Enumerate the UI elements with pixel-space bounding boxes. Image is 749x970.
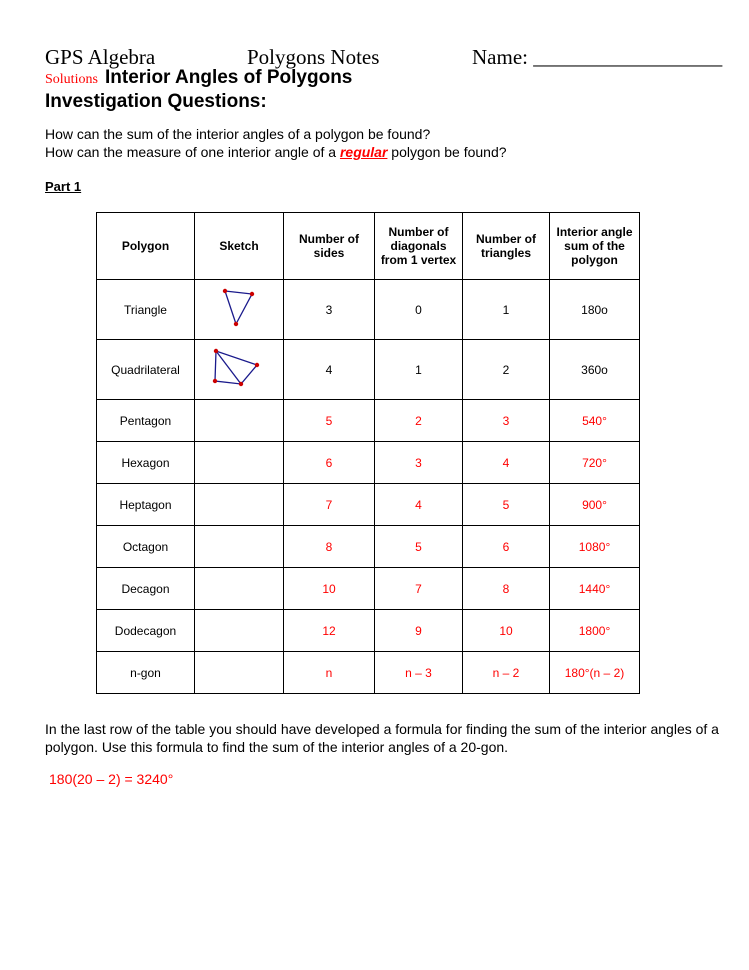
cell-sides: 12: [284, 610, 375, 652]
col-header-sketch: Sketch: [195, 213, 284, 280]
cell-angle-sum: 1440°: [550, 568, 640, 610]
course-title: GPS Algebra: [45, 45, 156, 69]
notes-title: Polygons Notes: [247, 45, 380, 69]
cell-polygon: Quadrilateral: [97, 340, 195, 400]
solutions-label: Solutions: [45, 72, 98, 87]
cell-diagonals: 3: [375, 442, 463, 484]
cell-triangles: n – 2: [463, 652, 550, 694]
page-title: Interior Angles of Polygons: [105, 67, 353, 88]
cell-polygon: Triangle: [97, 280, 195, 340]
cell-triangles: 4: [463, 442, 550, 484]
cell-angle-sum: 1080°: [550, 526, 640, 568]
cell-diagonals: 1: [375, 340, 463, 400]
cell-triangles: 5: [463, 484, 550, 526]
col-header-triangles: Number of triangles: [463, 213, 550, 280]
table-row: [97, 610, 640, 652]
table-row: [97, 280, 640, 340]
cell-polygon: Heptagon: [97, 484, 195, 526]
name-field-label: Name: __________________: [472, 45, 723, 69]
table-row: [97, 442, 640, 484]
cell-sides: 4: [284, 340, 375, 400]
question-2-start: How can the measure of one interior angle of a: [45, 144, 340, 160]
table-row: [97, 568, 640, 610]
table-header-row: [97, 213, 640, 280]
question-2-end: polygon be found?: [387, 144, 507, 160]
col-header-polygon: Polygon: [97, 213, 195, 280]
cell-angle-sum: 180o: [550, 280, 640, 340]
answer-text: 180(20 – 2) = 3240°: [49, 771, 174, 787]
cell-sides: 7: [284, 484, 375, 526]
cell-angle-sum: 540°: [550, 400, 640, 442]
cell-sketch: [195, 280, 284, 340]
question-1: How can the sum of the interior angles of a polygon be found?: [45, 126, 431, 142]
cell-angle-sum: 360o: [550, 340, 640, 400]
cell-sides: 5: [284, 400, 375, 442]
cell-sketch: [195, 568, 284, 610]
cell-polygon: Hexagon: [97, 442, 195, 484]
col-header-angle-sum: Interior angle sum of the polygon: [550, 213, 640, 280]
question-2: [45, 144, 507, 160]
col-header-sides: Number of sides: [284, 213, 375, 280]
cell-polygon: Pentagon: [97, 400, 195, 442]
cell-triangles: 2: [463, 340, 550, 400]
cell-sketch: [195, 526, 284, 568]
cell-diagonals: 5: [375, 526, 463, 568]
col-header-diagonals: Number of diagonals from 1 vertex: [375, 213, 463, 280]
cell-angle-sum: 180°(n – 2): [550, 652, 640, 694]
cell-diagonals: 9: [375, 610, 463, 652]
cell-sides: n: [284, 652, 375, 694]
cell-polygon: Octagon: [97, 526, 195, 568]
cell-diagonals: n – 3: [375, 652, 463, 694]
cell-triangles: 6: [463, 526, 550, 568]
table-row: [97, 400, 640, 442]
polygon-table: [96, 212, 640, 694]
cell-diagonals: 4: [375, 484, 463, 526]
cell-triangles: 1: [463, 280, 550, 340]
table-row: [97, 484, 640, 526]
cell-triangles: 8: [463, 568, 550, 610]
cell-diagonals: 0: [375, 280, 463, 340]
page-subtitle: Investigation Questions:: [45, 91, 267, 112]
question-2-emphasis: regular: [339, 144, 388, 160]
cell-angle-sum: 900°: [550, 484, 640, 526]
cell-polygon: Decagon: [97, 568, 195, 610]
instruction-paragraph: In the last row of the table you should have developed a formula for finding the sum of the interior angles of a polygon. Use this formula to find the sum of the interior angles of a 20-gon.: [45, 721, 719, 755]
table-row: [97, 652, 640, 694]
cell-sketch: [195, 340, 284, 400]
cell-sketch: [195, 400, 284, 442]
part-label: Part 1: [45, 179, 82, 194]
cell-diagonals: 7: [375, 568, 463, 610]
table-row: [97, 526, 640, 568]
cell-sketch: [195, 652, 284, 694]
cell-polygon: n-gon: [97, 652, 195, 694]
cell-sides: 3: [284, 280, 375, 340]
cell-polygon: Dodecagon: [97, 610, 195, 652]
cell-triangles: 3: [463, 400, 550, 442]
table-row: [97, 340, 640, 400]
cell-diagonals: 2: [375, 400, 463, 442]
cell-sides: 6: [284, 442, 375, 484]
cell-sides: 8: [284, 526, 375, 568]
quadrilateral-sketch: [211, 347, 267, 389]
cell-sketch: [195, 610, 284, 652]
cell-sides: 10: [284, 568, 375, 610]
cell-sketch: [195, 484, 284, 526]
cell-sketch: [195, 442, 284, 484]
cell-angle-sum: 720°: [550, 442, 640, 484]
triangle-sketch: [219, 288, 259, 328]
cell-triangles: 10: [463, 610, 550, 652]
cell-angle-sum: 1800°: [550, 610, 640, 652]
